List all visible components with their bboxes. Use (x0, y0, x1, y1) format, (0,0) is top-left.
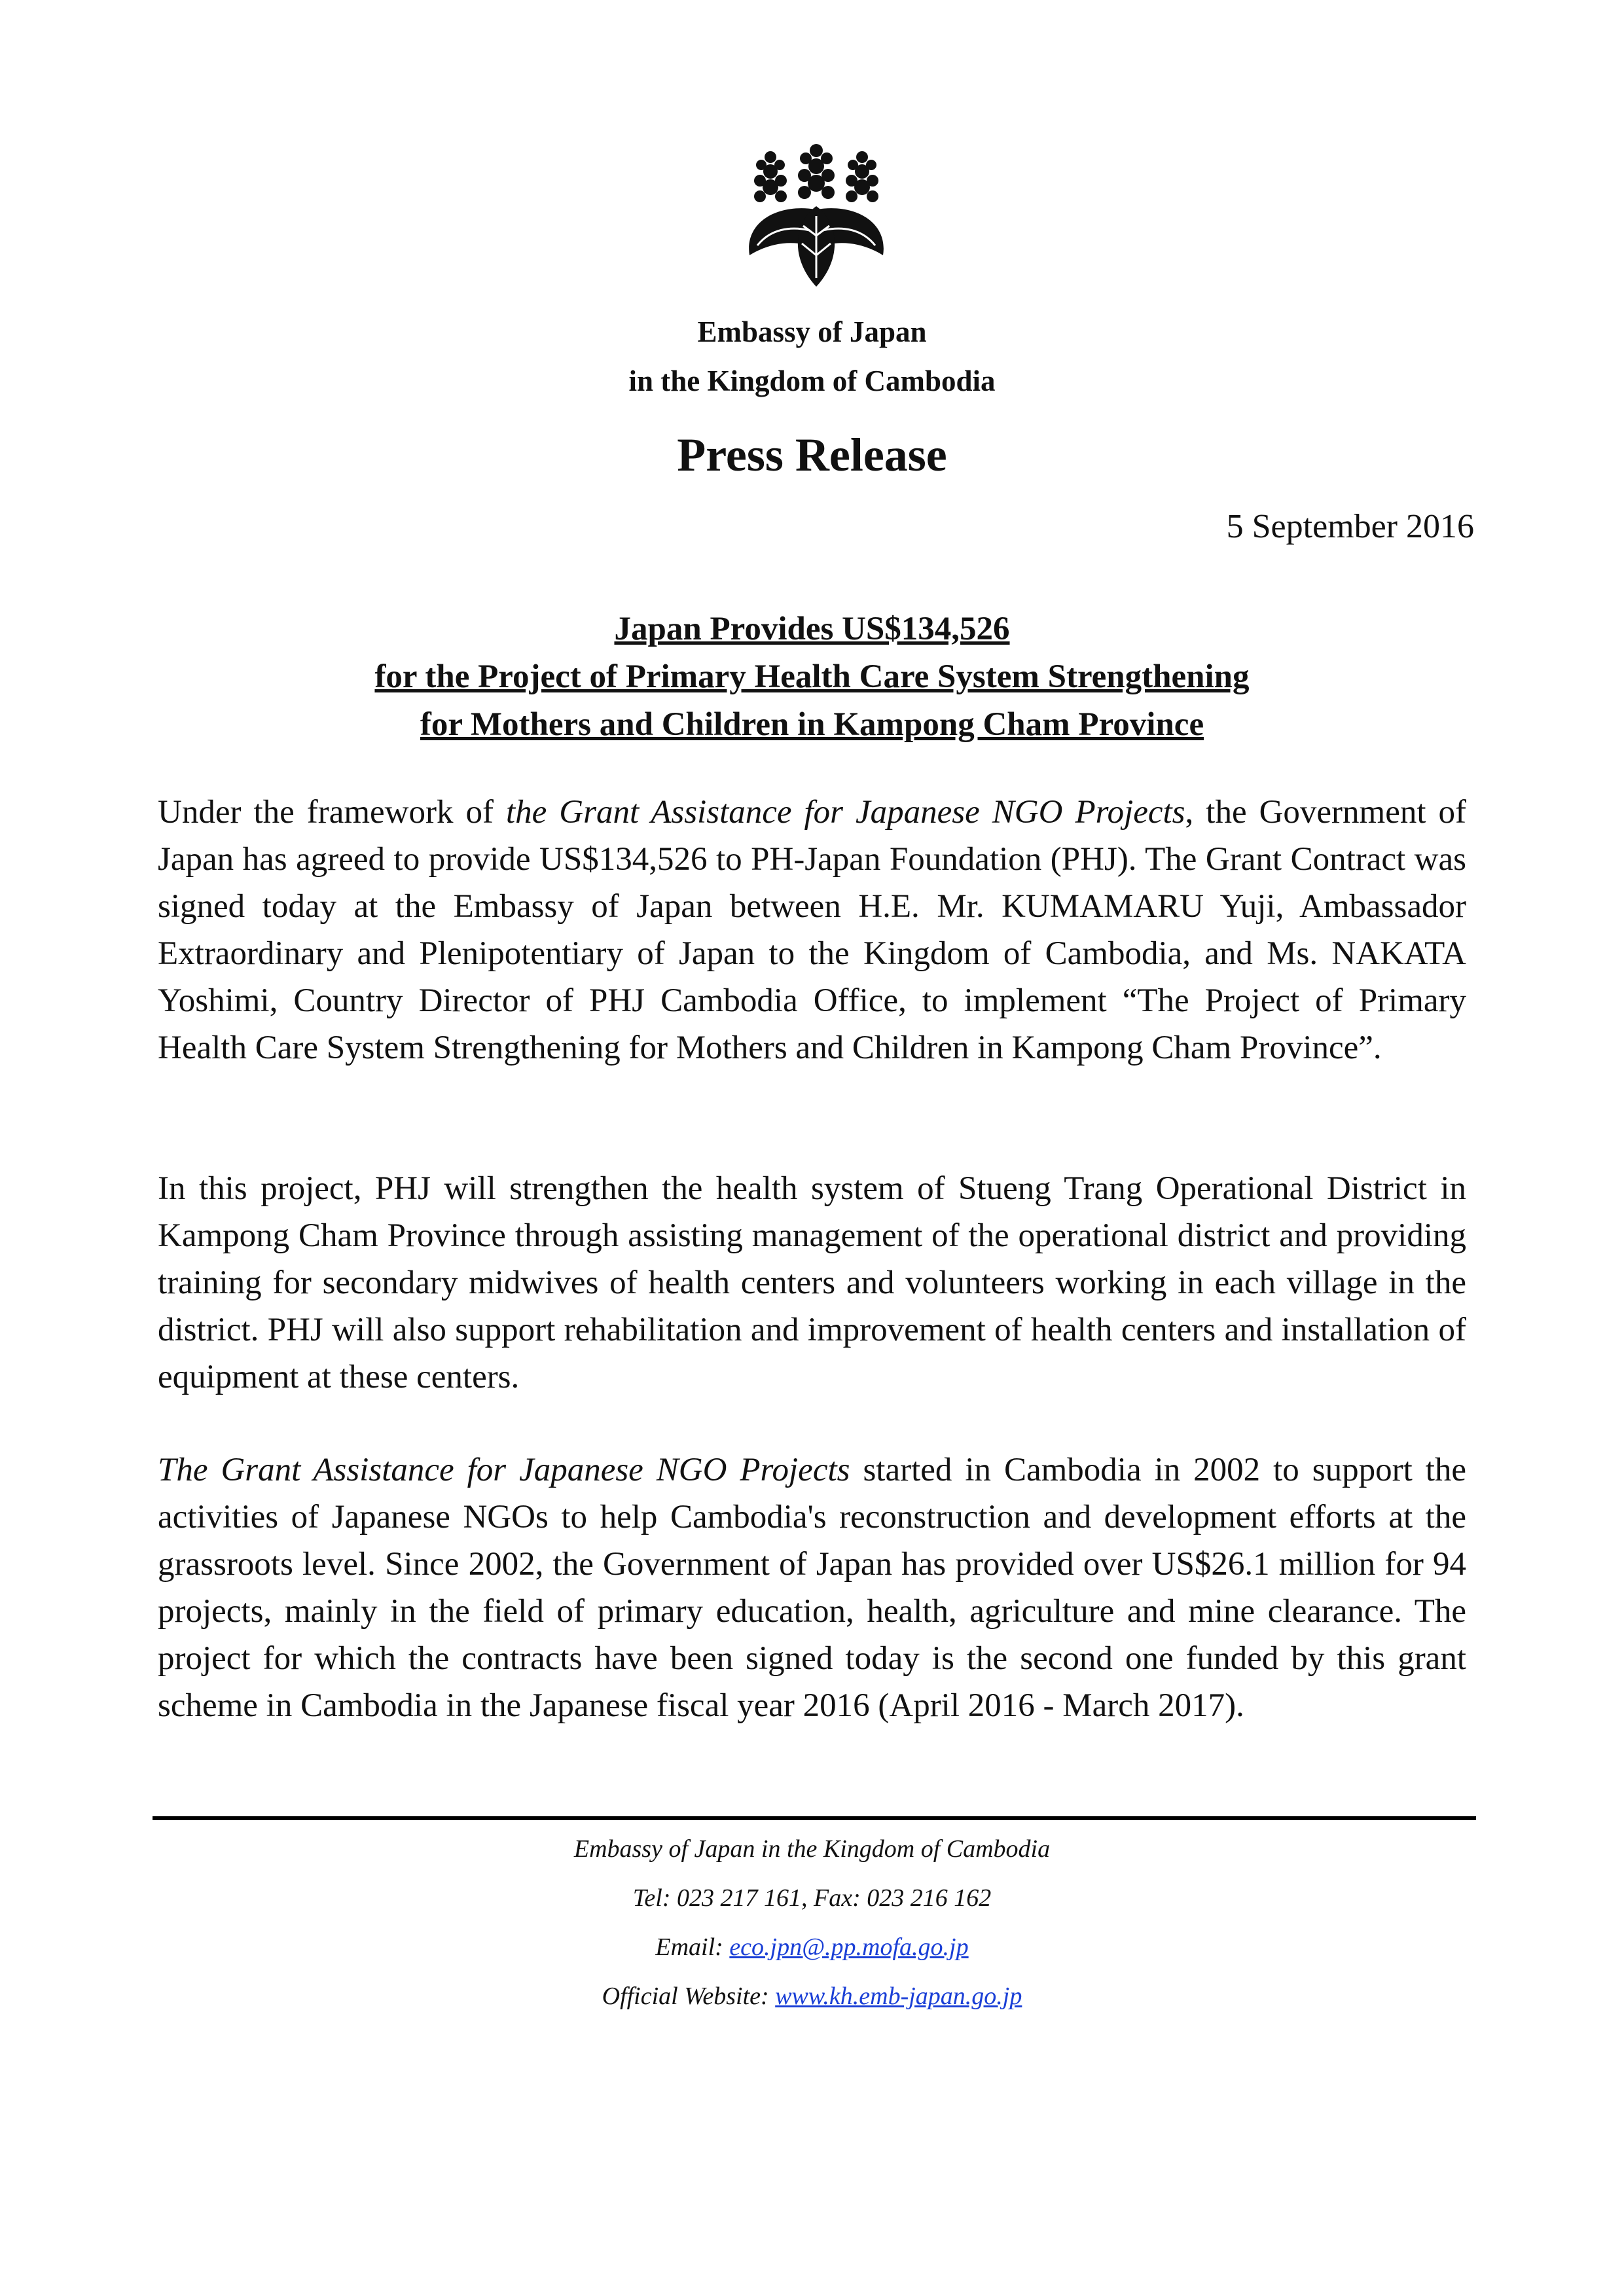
release-date: 5 September 2016 (1226, 508, 1474, 545)
body-paragraph-3 (158, 1446, 1466, 1729)
website-label: Official Website: (602, 1982, 776, 2010)
body-paragraph-1 (158, 789, 1466, 1071)
org-name-line2: in the Kingdom of Cambodia (628, 365, 996, 397)
website-link[interactable]: www.kh.emb-japan.go.jp (775, 1982, 1022, 2010)
p1-program-name: the Grant Assistance for Japanese NGO Projects (505, 794, 1185, 831)
footer-org: Embassy of Japan in the Kingdom of Cambodia (573, 1835, 1051, 1863)
paulownia-crest-icon (738, 144, 895, 288)
footer-divider (153, 1816, 1476, 1820)
email-link[interactable]: eco.jpn@.pp.mofa.go.jp (729, 1933, 969, 1961)
p3-text-after: started in Cambodia in 2002 to support the activities of Japanese NGOs to help Cambodia's reconstruction and development efforts at the grassroots level. Since 2002, the Government of Japan has provided over US$26.1 million for 94 projects, mainly in the field of primary education, health, agriculture and mine clearance. The project for which the contracts have been signed today is the second one funded by this grant scheme in Cambodia in the Japanese fiscal year 2016 (April 2016 - March 2017). (158, 1452, 1467, 1724)
p3-program-name: The Grant Assistance for Japanese NGO Projects (158, 1452, 850, 1488)
p1-text-after: , the Government of Japan has agreed to provide US$134,526 to PH-Japan Foundation (PHJ). The Grant Contract was signed today at the Embassy of Japan between H.E. Mr. KUMAMARU Yuji, Ambassador Extraordinary and Plenipotentiary of Japan to the Kingdom of Cambodia, and Ms. NAKATA Yoshimi, Country Director of PHJ Cambodia Office, to implement “The Project of Primary Health Care System Strengthening for Mothers and Children in Kampong Cham Province”. (158, 794, 1466, 1066)
headline-line1: Japan Provides US$134,526 (614, 611, 1010, 647)
page-title: Press Release (677, 429, 947, 481)
footer-email-line (0, 1931, 1624, 1964)
body-paragraph-2: In this project, PHJ will strengthen the health system of Stueng Trang Operational District in Kampong Cham Province through assisting management of the operational district and providing training for secondary midwives of health centers and volunteers working in each village in the district. PHJ will also support rehabilitation and improvement of health centers and installation of equipment at these centers. (158, 1170, 1466, 1395)
org-name-line1: Embassy of Japan (697, 315, 927, 348)
footer-website-line (0, 1980, 1624, 2013)
footer-contact: Tel: 023 217 161, Fax: 023 216 162 (632, 1884, 992, 1912)
email-label: Email: (655, 1933, 730, 1961)
p1-text-before: Under the framework of (158, 794, 506, 831)
headline-line3: for Mothers and Children in Kampong Cham Province (420, 706, 1204, 743)
headline-line2: for the Project of Primary Health Care System Strengthening (374, 658, 1250, 695)
